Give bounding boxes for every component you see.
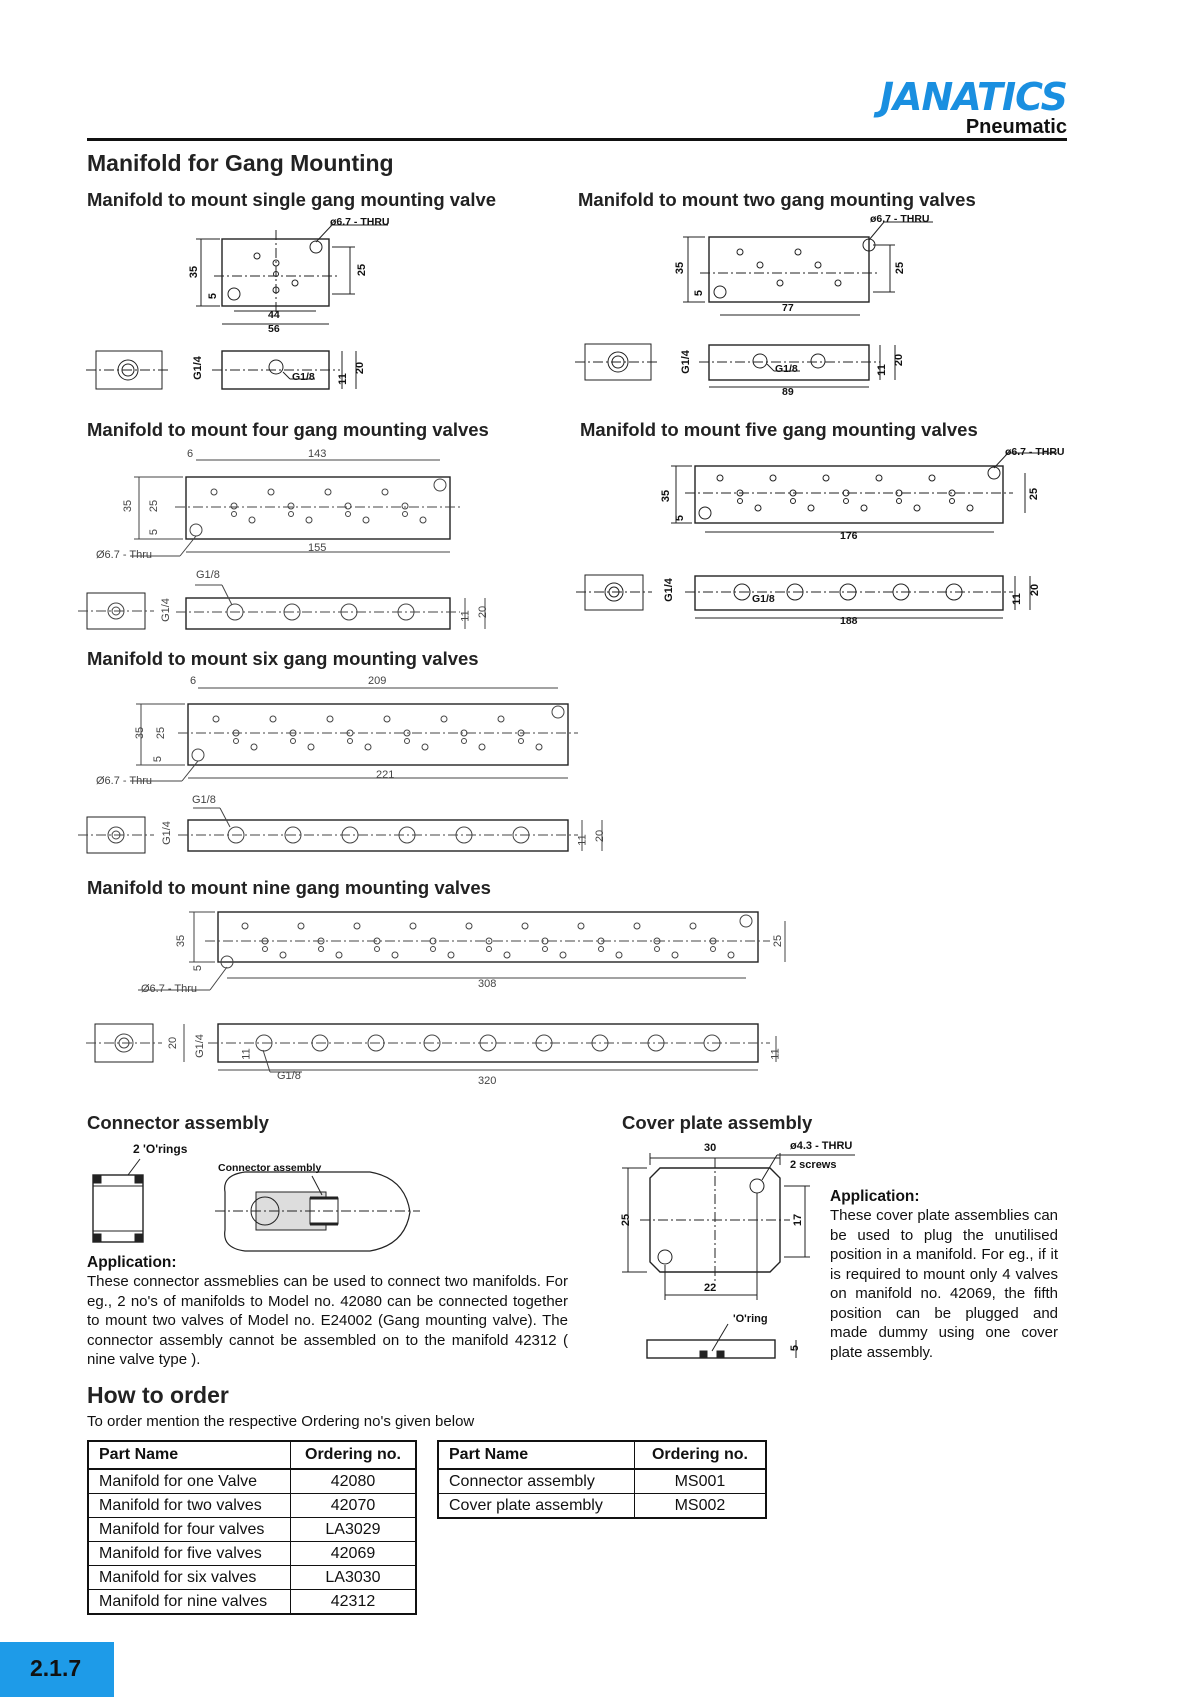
ordering-no-cell: 42080 — [291, 1469, 417, 1494]
four-hole-label: Ø6.7 - Thru — [96, 549, 153, 561]
page-number: 2.1.7 — [30, 1655, 82, 1681]
cover-screws-label: 2 screws — [790, 1159, 837, 1171]
two-h11: 11 — [875, 364, 888, 376]
heading-four: Manifold to mount four gang mounting valves — [87, 419, 489, 440]
part-name-cell: Manifold for five valves — [88, 1542, 291, 1566]
nine-w320: 320 — [478, 1075, 497, 1087]
five-h35: 35 — [660, 489, 673, 503]
nine-h20: 20 — [167, 1036, 180, 1050]
nine-h25: 25 — [772, 934, 785, 948]
cover-hole-label: ø4.3 - THRU — [790, 1140, 853, 1152]
four-w143: 143 — [308, 448, 327, 460]
six-w209: 209 — [368, 675, 387, 687]
four-h5: 5 — [148, 528, 161, 536]
four-h35: 35 — [122, 499, 135, 513]
single-h25: 25 — [356, 263, 369, 277]
single-port1: G1/4 — [191, 356, 204, 380]
connector-app-text: These connector assmeblies can be used to connect two manifolds. For eg., 2 no's of manifolds to Model no. 42080 can be connected together to mount two valves of Model no. E24002 (Gang mounting valve). The connector assembly cannot be assembled on to the manifold 42312 ( nine valve type ). — [87, 1273, 568, 1368]
order-table-assemblies — [437, 1440, 767, 1519]
six-port2: G1/8 — [192, 794, 216, 806]
heading-five: Manifold to mount five gang mounting valves — [580, 419, 978, 440]
two-h20: 20 — [893, 353, 906, 367]
col-part-name: Part Name — [438, 1441, 634, 1469]
part-name-cell: Manifold for four valves — [88, 1518, 291, 1542]
single-port2: G1/8 — [292, 371, 315, 383]
heading-cover: Cover plate assembly — [622, 1112, 813, 1133]
two-port2: G1/8 — [775, 363, 798, 375]
col-ordering-no: Ordering no. — [634, 1441, 766, 1469]
heading-nine: Manifold to mount nine gang mounting valves — [87, 877, 491, 898]
single-w56: 56 — [268, 323, 280, 335]
heading-six: Manifold to mount six gang mounting valves — [87, 648, 479, 669]
part-name-cell: Manifold for six valves — [88, 1566, 291, 1590]
brand-name: JANATICS — [879, 75, 1067, 119]
connector-assembly-label: Connector assembly — [218, 1162, 322, 1174]
ordering-no-cell: MS001 — [634, 1469, 766, 1494]
four-port2: G1/8 — [196, 569, 220, 581]
five-hole-label: ø6.7 - THRU — [1005, 446, 1065, 458]
table-row — [88, 1518, 416, 1542]
five-h5: 5 — [674, 514, 687, 522]
six-port1: G1/4 — [160, 821, 173, 845]
single-h5: 5 — [207, 292, 220, 300]
ordering-no-cell: MS002 — [634, 1494, 766, 1519]
ordering-no-cell: 42069 — [291, 1542, 417, 1566]
single-h35: 35 — [188, 265, 201, 279]
nine-h35: 35 — [175, 934, 188, 948]
page-title: Manifold for Gang Mounting — [87, 150, 394, 176]
single-h11: 11 — [336, 373, 349, 385]
table-row — [88, 1469, 416, 1494]
six-d6: 6 — [190, 675, 197, 687]
connector-application — [87, 1254, 568, 1370]
table-row — [88, 1590, 416, 1615]
six-w221: 221 — [376, 769, 395, 781]
part-name-cell: Connector assembly — [438, 1469, 634, 1494]
four-h25: 25 — [148, 499, 161, 513]
six-h20: 20 — [594, 829, 607, 843]
brand-sub: Pneumatic — [965, 116, 1067, 138]
nine-port2: G1/8 — [277, 1070, 301, 1082]
part-name-cell: Cover plate assembly — [438, 1494, 634, 1519]
two-w89: 89 — [782, 386, 794, 398]
five-port2: G1/8 — [752, 593, 775, 605]
two-hole-label: ø6.7 - THRU — [870, 213, 930, 225]
ordering-no-cell: 42312 — [291, 1590, 417, 1615]
four-h11: 11 — [459, 610, 472, 622]
cover-oring-label: 'O'ring — [733, 1313, 768, 1325]
how-to-order-subtitle: To order mention the respective Ordering no's given below — [87, 1413, 475, 1430]
single-w44: 44 — [268, 309, 280, 321]
connector-app-head: Application: — [87, 1254, 177, 1271]
six-h25: 25 — [155, 726, 168, 740]
connector-orings-label: 2 'O'rings — [133, 1142, 188, 1156]
how-to-order-title: How to order — [87, 1382, 229, 1408]
five-w188: 188 — [840, 615, 858, 627]
nine-port1: G1/4 — [193, 1034, 206, 1058]
cover-app-head: Application: — [830, 1188, 920, 1205]
two-h5: 5 — [693, 289, 706, 297]
cover-w30: 30 — [704, 1142, 717, 1154]
cover-application — [830, 1188, 1058, 1362]
part-name-cell: Manifold for two valves — [88, 1494, 291, 1518]
six-h11: 11 — [576, 834, 589, 846]
nine-h5: 5 — [192, 964, 205, 972]
nine-w308: 308 — [478, 978, 497, 990]
heading-connector: Connector assembly — [87, 1112, 269, 1133]
six-hole-label: Ø6.7 - Thru — [96, 775, 153, 787]
two-port1: G1/4 — [679, 350, 692, 374]
order-table-manifolds — [87, 1440, 417, 1615]
cover-h17: 17 — [792, 1213, 805, 1227]
ordering-no-cell: 42070 — [291, 1494, 417, 1518]
six-h35: 35 — [134, 726, 147, 740]
heading-single: Manifold to mount single gang mounting valve — [87, 189, 497, 210]
five-h25: 25 — [1028, 487, 1041, 501]
ordering-no-cell: LA3030 — [291, 1566, 417, 1590]
table-row — [438, 1469, 766, 1494]
nine-h11a: 11 — [240, 1048, 253, 1060]
five-h11: 11 — [1010, 593, 1023, 605]
cover-h25: 25 — [620, 1213, 633, 1227]
four-port1: G1/4 — [159, 598, 172, 622]
four-d6: 6 — [187, 448, 194, 460]
col-part-name: Part Name — [88, 1441, 291, 1469]
five-h20: 20 — [1029, 583, 1042, 597]
four-w155: 155 — [308, 542, 327, 554]
single-hole-label: ø6.7 - THRU — [330, 216, 390, 228]
two-h25: 25 — [894, 261, 907, 275]
single-h20: 20 — [354, 361, 367, 375]
six-h5: 5 — [152, 755, 165, 763]
table-row — [88, 1542, 416, 1566]
table-row — [438, 1494, 766, 1519]
four-h20: 20 — [477, 605, 490, 619]
nine-h11b: 11 — [769, 1048, 782, 1060]
cover-w22: 22 — [704, 1282, 717, 1294]
col-ordering-no: Ordering no. — [291, 1441, 417, 1469]
part-name-cell: Manifold for one Valve — [88, 1469, 291, 1494]
two-w77: 77 — [782, 302, 794, 314]
table-row — [88, 1566, 416, 1590]
ordering-no-cell: LA3029 — [291, 1518, 417, 1542]
cover-app-text: These cover plate assemblies can be used to plug the unutilised position in a manifold. For eg., if it is required to mount only 4 valves on manifold no. 42069, the fifth position can be plugged and made dummy using one cover plate assembly. — [830, 1207, 1058, 1361]
two-h35: 35 — [674, 261, 687, 275]
five-w176: 176 — [840, 530, 858, 542]
cover-h5: 5 — [789, 1344, 802, 1352]
part-name-cell: Manifold for nine valves — [88, 1590, 291, 1615]
table-row — [88, 1494, 416, 1518]
heading-two: Manifold to mount two gang mounting valves — [578, 189, 976, 210]
nine-hole-label: Ø6.7 - Thru — [141, 983, 198, 995]
five-port1: G1/4 — [662, 578, 675, 602]
